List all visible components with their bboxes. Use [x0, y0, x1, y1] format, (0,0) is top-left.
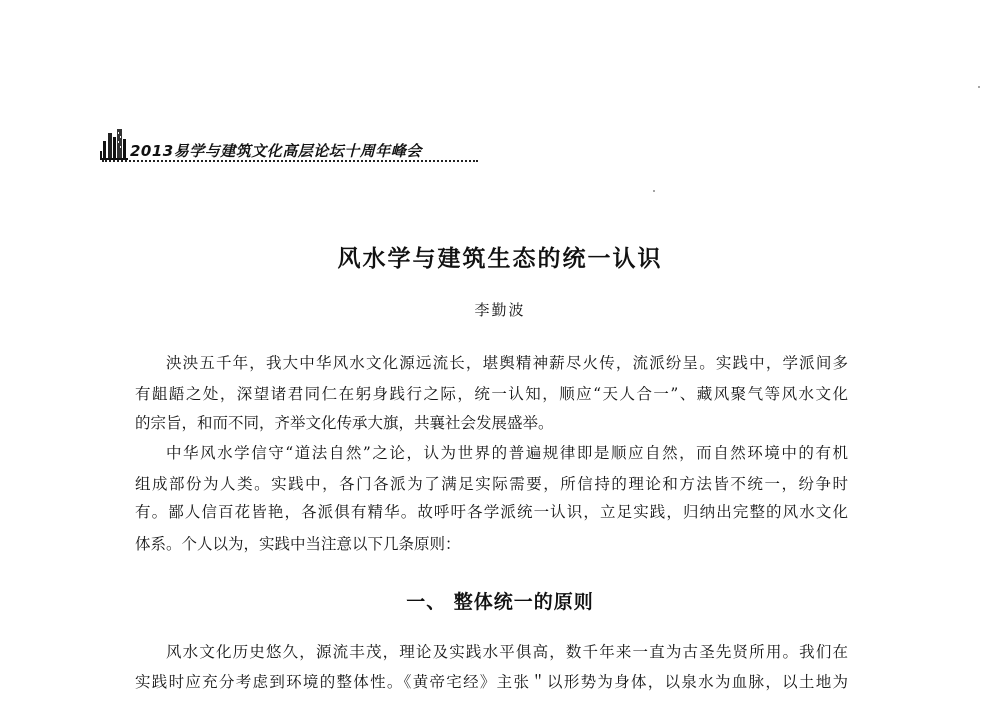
- paragraph-line: 的宗旨，和而不同，齐举文化传承大旗，共襄社会发展盛举。: [135, 414, 554, 432]
- paragraph-line: 泱泱五千年，我大中华风水文化源远流长，堪舆精神薪尽火传，流派纷呈。实践中，学派间多: [166, 354, 848, 372]
- paragraph-line: 有龃龉之处，深望诸君同仁在躬身践行之际，统一认知，顺应“天人合一”、藏风聚气等风水文化: [135, 385, 848, 403]
- conference-header: [100, 127, 480, 163]
- article-title: 风水学与建筑生态的统一认识: [337, 246, 663, 272]
- scan-speck: [653, 190, 655, 192]
- section-heading: 一、 整体统一的原则: [406, 591, 594, 613]
- paragraph-line: 有。鄙人信百花皆艳，各派俱有精华。故呼吁各学派统一认识，立足实践，归纳出完整的风水文化: [135, 503, 848, 521]
- header-divider: [102, 160, 478, 162]
- conference-title: 2013易学与建筑文化高层论坛十周年峰会: [130, 142, 422, 160]
- scan-speck: [978, 86, 980, 88]
- paragraph-line: 中华风水学信守“道法自然”之论，认为世界的普遍规律即是顺应自然，而自然环境中的有机: [166, 444, 848, 462]
- paragraph-line: 风水文化历史悠久，源流丰茂，理论及实践水平俱高，数千年来一直为古圣先贤所用。我们在: [166, 643, 848, 661]
- conference-logo-icon: [100, 127, 130, 161]
- paragraph-line: 组成部份为人类。实践中，各门各派为了满足实际需要，所信持的理论和方法皆不统一，纷争时: [135, 475, 848, 493]
- paragraph-line: 体系。个人以为，实践中当注意以下几条原则：: [135, 535, 461, 553]
- paragraph-line: 实践时应充分考虑到环境的整体性。《黄帝宅经》主张＂以形势为身体，以泉水为血脉，以土地为: [135, 673, 848, 691]
- author-name: 李勤波: [474, 301, 526, 319]
